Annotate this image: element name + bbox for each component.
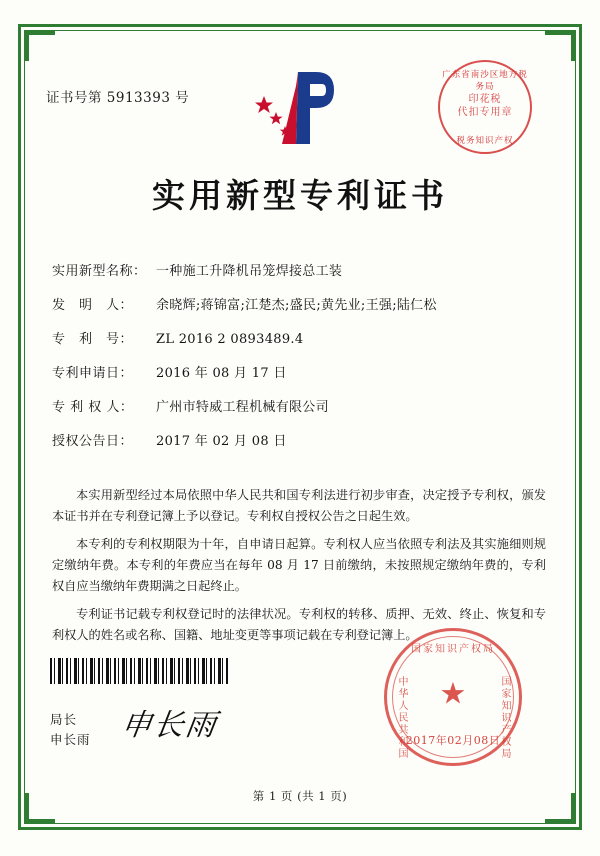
field-row	[52, 289, 556, 323]
certificate-header	[44, 56, 556, 166]
seal-left-text: 中华人民共和国	[396, 676, 407, 760]
signatory-name: 申长雨	[50, 732, 91, 747]
patent-fields	[44, 255, 556, 459]
national-emblem-icon: ★	[439, 676, 467, 712]
legal-paragraph: 本实用新型经过本局依照中华人民共和国专利法进行初步审查，决定授予专利权，颁发本证书并在专利登记簿上予以登记。专利权自授权公告之日起生效。	[52, 488, 546, 523]
patent-office-logo-icon	[252, 66, 348, 150]
seal-right-text: 国家知识产权局	[499, 676, 510, 760]
field-label: 授权公告日：	[52, 434, 134, 449]
field-value: 2017 年 02 月 08 日	[156, 434, 287, 449]
field-value: 一种施工升降机吊笼焊接总工装	[156, 264, 343, 279]
field-row	[52, 357, 556, 391]
legal-paragraph: 本专利的专利权期限为十年，自申请日起算。专利权人应当依照专利法及其实施细则规定缴纳年费。本专利的年费应当在每年 08 月 17 日前缴纳，未按照规定缴纳年费的，专利权自应当缴纳年费期满之日起终止。	[52, 537, 546, 593]
patent-barcode	[50, 658, 228, 684]
seal-date-text: 2017年02月08日	[405, 734, 501, 747]
field-label: 专利申请日：	[52, 366, 134, 381]
signature-block	[50, 710, 91, 750]
seal-center-text	[438, 93, 532, 119]
field-label: 专 利 权 人：	[52, 400, 134, 415]
seal-center-line2: 代扣专用章	[457, 107, 513, 118]
field-row	[52, 391, 556, 425]
field-row	[52, 323, 556, 357]
field-value: ZL 2016 2 0893489.4	[156, 332, 304, 347]
field-label: 实用新型名称：	[52, 264, 147, 279]
seal-arc-bottom-text: 税务知识产权	[456, 136, 514, 146]
seal-arc-top-text: 国家知识产权局	[411, 644, 495, 655]
official-government-seal	[384, 628, 522, 766]
page-title: 实用新型专利证书	[152, 176, 448, 215]
tax-stamp-seal	[438, 60, 532, 154]
certificate-content	[44, 56, 556, 802]
field-value: 广州市特威工程机械有限公司	[156, 400, 329, 415]
page-footer: 第 1 页 (共 1 页)	[252, 789, 348, 803]
signatory-role: 局长	[50, 712, 78, 727]
field-row	[52, 255, 556, 289]
legal-text-block	[44, 485, 556, 646]
certificate-serial-number: 证书号第 5913393 号	[46, 90, 190, 106]
field-value: 2016 年 08 月 17 日	[156, 366, 287, 381]
field-value: 余晓辉;蒋锦富;江楚杰;盛民;黄先业;王强;陆仁松	[156, 298, 437, 313]
field-row	[52, 425, 556, 459]
field-label: 发 明 人：	[52, 298, 134, 313]
legal-paragraph: 专利证书记载专利权登记时的法律状况。专利权的转移、质押、无效、终止、恢复和专利权人的姓名或名称、国籍、地址变更等事项记载在专利登记簿上。	[52, 607, 546, 642]
seal-arc-top-text: 广东省南沙区地方税务局	[442, 70, 528, 92]
field-label: 专 利 号：	[52, 332, 134, 347]
handwritten-signature: 申长雨	[119, 708, 220, 743]
seal-center-line1: 印花税	[468, 94, 502, 105]
